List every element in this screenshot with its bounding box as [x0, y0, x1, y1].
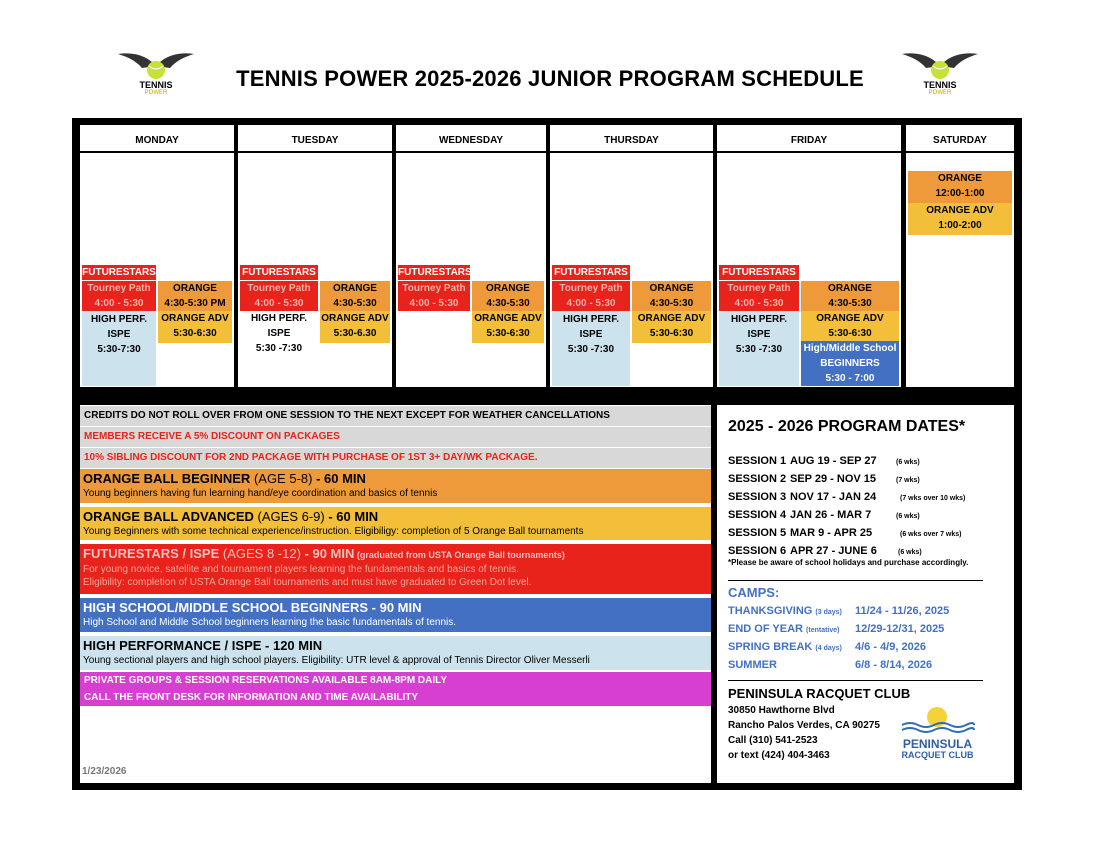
slot-time: 4:00 - 5:30 [254, 298, 304, 309]
slot-label: ORANGE [828, 283, 872, 294]
program-orange-beginner [80, 469, 711, 505]
slot-label-2: ISPE [747, 329, 771, 340]
club-address-line-1: 30850 Hawthorne Blvd [728, 705, 835, 716]
program-description: For young novice, satellite and tournament players learning the fundamentals and basics of tennis. [83, 564, 519, 575]
members-discount-notice: MEMBERS RECEIVE A 5% DISCOUNT ON PACKAGES [80, 427, 711, 447]
program-description: Young beginners having fun learning hand/eye coordination and basics of tennis [83, 488, 438, 499]
program-name: ORANGE BALL BEGINNER [83, 471, 251, 486]
camp-row [728, 657, 1008, 675]
monday-tourney-slot [82, 281, 156, 311]
wednesday-orange-slot [472, 281, 544, 311]
slot-time: 5:30-7:30 [97, 344, 141, 355]
slot-label: ORANGE [333, 283, 377, 294]
slot-label: Tourney Path [402, 283, 466, 294]
thursday-orange-adv-slot [632, 311, 711, 343]
program-title: HIGH PERFORMANCE / ISPE - 120 MIN [83, 638, 323, 653]
program-duration: - 60 MIN [324, 509, 379, 524]
program-title [80, 471, 711, 487]
camp-range: 12/29-12/31, 2025 [855, 623, 945, 635]
club-phone: Call (310) 541-2523 [728, 735, 818, 746]
logo-text: TENNIS [139, 80, 173, 90]
camp-tag: (tentative) [806, 627, 840, 634]
session-name: SESSION 6 [728, 545, 787, 557]
saturday-orange-adv-slot [908, 203, 1012, 235]
wednesday-column [396, 125, 546, 387]
tuesday-orange-adv-slot [320, 311, 390, 343]
club-address-line-2: Rancho Palos Verdes, CA 90275 [728, 720, 880, 731]
camp-range: 11/24 - 11/26, 2025 [855, 605, 950, 617]
camp-range: 4/6 - 4/9, 2026 [855, 641, 926, 653]
slot-label: Tourney Path [247, 283, 311, 294]
slot-label: ORANGE [649, 283, 694, 294]
front-desk-line: CALL THE FRONT DESK FOR INFORMATION AND TIME AVAILABILITY [84, 692, 419, 703]
slot-label-2: BEGINNERS [820, 358, 880, 369]
private-groups-notice [80, 672, 711, 706]
program-orange-advanced [80, 507, 711, 542]
session-range: APR 27 - JUNE 6 [790, 545, 877, 557]
day-header-monday: MONDAY [135, 135, 179, 146]
friday-tourney-slot [719, 281, 799, 311]
camp-name: THANKSGIVING [728, 605, 813, 617]
camp-row [728, 621, 1008, 639]
session-range: AUG 19 - SEP 27 [790, 455, 877, 467]
tuesday-futurestars-label: FUTURESTARS [240, 265, 318, 280]
monday-futurestars-label: FUTURESTARS [82, 267, 156, 278]
slot-label: ORANGE [486, 283, 530, 294]
session-range: NOV 17 - JAN 24 [790, 491, 877, 503]
camp-row [728, 603, 1008, 621]
program-name: ORANGE BALL ADVANCED [83, 509, 254, 524]
session-row [728, 489, 1008, 507]
wednesday-orange-adv-slot [472, 311, 544, 343]
session-row [728, 471, 1008, 489]
session-weeks: (6 wks) [896, 459, 920, 466]
session-range: SEP 29 - NOV 15 [790, 473, 877, 485]
peninsula-logo [900, 705, 975, 760]
session-name: SESSION 2 [728, 473, 787, 485]
friday-futurestars-label: FUTURESTARS [719, 265, 799, 280]
tuesday-high-perf-slot [240, 311, 318, 355]
day-header-thursday: THURSDAY [604, 135, 659, 146]
slot-label: Tourney Path [727, 283, 791, 294]
day-header-tuesday: TUESDAY [291, 135, 339, 146]
monday-orange-adv-slot [158, 311, 232, 343]
slot-label: Tourney Path [87, 283, 151, 294]
session-name: SESSION 4 [728, 509, 787, 521]
camp-list [728, 603, 1008, 675]
slot-label: ORANGE ADV [321, 313, 389, 324]
slot-label: ORANGE ADV [474, 313, 542, 324]
session-row [728, 453, 1008, 471]
slot-time: 4:30-5:30 [486, 298, 530, 309]
tuesday-tourney-slot [240, 281, 318, 311]
private-groups-line: PRIVATE GROUPS & SESSION RESERVATIONS AVAILABLE 8AM-8PM DAILY [84, 675, 448, 686]
session-name: SESSION 5 [728, 527, 787, 539]
program-futurestars [80, 544, 711, 596]
camp-name: END OF YEAR [728, 623, 803, 635]
club-name: PENINSULA RACQUET CLUB [728, 686, 911, 701]
session-weeks: (7 wks) [896, 477, 920, 484]
thursday-high-perf-slot [552, 311, 630, 386]
slot-time: 4:00 - 5:30 [409, 298, 459, 309]
divider [728, 680, 983, 681]
camps-heading: CAMPS: [728, 585, 780, 600]
slot-time: 5:30-6:30 [828, 328, 872, 339]
slot-label: ORANGE ADV [926, 205, 994, 216]
program-ages: (AGES 8 -12) [219, 546, 301, 561]
wednesday-tourney-slot [398, 281, 470, 311]
slot-label: ORANGE ADV [161, 313, 229, 324]
program-title: HIGH SCHOOL/MIDDLE SCHOOL BEGINNERS - 90 MIN [83, 600, 422, 615]
session-range: MAR 9 - APR 25 [790, 527, 873, 539]
slot-time: 5:30 -7:30 [735, 344, 783, 355]
camp-tag: (3 days) [815, 609, 842, 616]
thursday-tourney-slot [552, 281, 630, 311]
page-title: TENNIS POWER 2025-2026 JUNIOR PROGRAM SCHEDULE [236, 66, 864, 91]
divider [728, 580, 983, 581]
slot-time: 4:30-5:30 [333, 298, 377, 309]
slot-label: HIGH PERF. [730, 314, 788, 325]
sun-wave-icon [900, 705, 975, 733]
program-ages: (AGES 6-9) [253, 509, 325, 524]
day-header-friday: FRIDAY [790, 135, 828, 146]
program-eligibility: Eligibility: completion of USTA Orange Ball tournaments and must have graduated to Green Dot level. [83, 577, 532, 588]
session-row [728, 525, 1008, 543]
monday-orange-slot [158, 281, 232, 311]
program-duration: - 90 MIN [300, 546, 355, 561]
date-stamp: 1/23/2026 [82, 766, 127, 777]
program-description: High School and Middle School beginners learning the basic fundamentals of tennis. [83, 617, 457, 628]
club-contact [728, 703, 880, 763]
slot-time: 4:00 - 5:30 [734, 298, 784, 309]
slot-time: 4:00 - 5:30 [566, 298, 616, 309]
program-duration: - 60 MIN [312, 471, 366, 486]
thursday-orange-slot [632, 281, 711, 311]
slot-label-2: ISPE [107, 329, 131, 340]
slot-time: 4:30-5:30 [649, 298, 694, 309]
program-title [80, 509, 711, 525]
wednesday-futurestars-label: FUTURESTARS [398, 267, 472, 278]
slot-time: 5:30 - 7:00 [825, 373, 875, 384]
program-description: Young Beginners with some technical experience/instruction. Eligibiligy: completion of 5 Orange Ball tournaments [83, 526, 584, 537]
friday-hs-beginners-slot [801, 341, 899, 386]
camp-row [728, 639, 1008, 657]
header-divider [80, 151, 1014, 153]
slot-label: Tourney Path [559, 283, 623, 294]
slot-label: HIGH PERF. [250, 313, 308, 324]
friday-orange-slot [801, 281, 899, 311]
logo-text: PENINSULA [902, 737, 973, 751]
program-high-performance [80, 636, 711, 672]
program-ages: (AGE 5-8) [250, 471, 313, 486]
day-header-wednesday: WEDNESDAY [438, 135, 504, 146]
session-range: JAN 26 - MAR 7 [790, 509, 872, 521]
slot-time: 1:00-2:00 [938, 220, 982, 231]
slot-time: 5:30-6:30 [649, 328, 694, 339]
session-row [728, 507, 1008, 525]
slot-label: ORANGE [173, 283, 217, 294]
slot-label: High/Middle School [803, 343, 897, 354]
session-weeks: (6 wks over 7 wks) [900, 531, 962, 538]
session-weeks: (7 wks over 10 wks) [900, 495, 966, 502]
session-name: SESSION 3 [728, 491, 787, 503]
school-holidays-note: *Please be aware of school holidays and purchase accordingly. [728, 558, 969, 567]
camp-range: 6/8 - 8/14, 2026 [855, 659, 933, 671]
slot-time: 5:30-6.30 [333, 328, 377, 339]
slot-label: HIGH PERF. [562, 314, 620, 325]
program-hs-beginners [80, 598, 711, 634]
day-header-saturday: SATURDAY [933, 135, 987, 146]
saturday-orange-slot [908, 171, 1012, 203]
camp-tag: (4 days) [815, 645, 842, 652]
monday-high-perf-slot [82, 311, 156, 386]
slot-time: 4:30-5:30 PM [164, 298, 226, 309]
friday-orange-adv-slot [801, 311, 899, 341]
session-list [728, 453, 1008, 561]
saturday-column [906, 125, 1014, 387]
slot-label: ORANGE ADV [637, 313, 706, 324]
slot-time: 12:00-1:00 [935, 188, 985, 199]
logo-subtext: POWER [144, 90, 168, 96]
program-dates-heading: 2025 - 2026 PROGRAM DATES* [728, 418, 966, 435]
thursday-futurestars-label: FUTURESTARS [552, 265, 630, 280]
slot-label: ORANGE [938, 173, 982, 184]
program-name: FUTURESTARS / ISPE [83, 546, 220, 561]
slot-time: 4:00 - 5:30 [94, 298, 144, 309]
slot-label: HIGH PERF. [90, 314, 148, 325]
credits-notice: CREDITS DO NOT ROLL OVER FROM ONE SESSION TO THE NEXT EXCEPT FOR WEATHER CANCELLATIONS [80, 406, 711, 426]
slot-time: 4:30-5:30 [828, 298, 872, 309]
sibling-discount-notice: 10% SIBLING DISCOUNT FOR 2ND PACKAGE WITH PURCHASE OF 1ST 3+ DAY/WK PACKAGE. [80, 448, 711, 468]
tuesday-orange-slot [320, 281, 390, 311]
camp-name: SPRING BREAK [728, 641, 813, 653]
session-weeks: (6 wks) [898, 549, 922, 556]
logo-subtext: POWER [928, 90, 952, 96]
session-name: SESSION 1 [728, 455, 787, 467]
slot-time: 5:30 -7:30 [255, 343, 303, 354]
friday-high-perf-slot [719, 311, 799, 386]
slot-label: ORANGE ADV [816, 313, 884, 324]
slot-time: 5:30-6:30 [173, 328, 217, 339]
logo-text: TENNIS [923, 80, 957, 90]
slot-label-2: ISPE [267, 328, 291, 339]
club-text-number: or text (424) 404-3463 [728, 750, 830, 761]
slot-label-2: ISPE [579, 329, 603, 340]
program-note: (graduated from USTA Orange Ball tournaments) [354, 550, 565, 560]
logo-subtext: RACQUET CLUB [901, 750, 974, 760]
program-description: Young sectional players and high school players. Eligibility: UTR level & approval of Tennis Director Oliver Messerli [83, 655, 590, 666]
session-weeks: (6 wks) [896, 513, 920, 520]
slot-time: 5:30-6:30 [486, 328, 530, 339]
camp-name: SUMMER [728, 659, 777, 671]
program-title [80, 546, 711, 563]
slot-time: 5:30 -7:30 [567, 344, 615, 355]
